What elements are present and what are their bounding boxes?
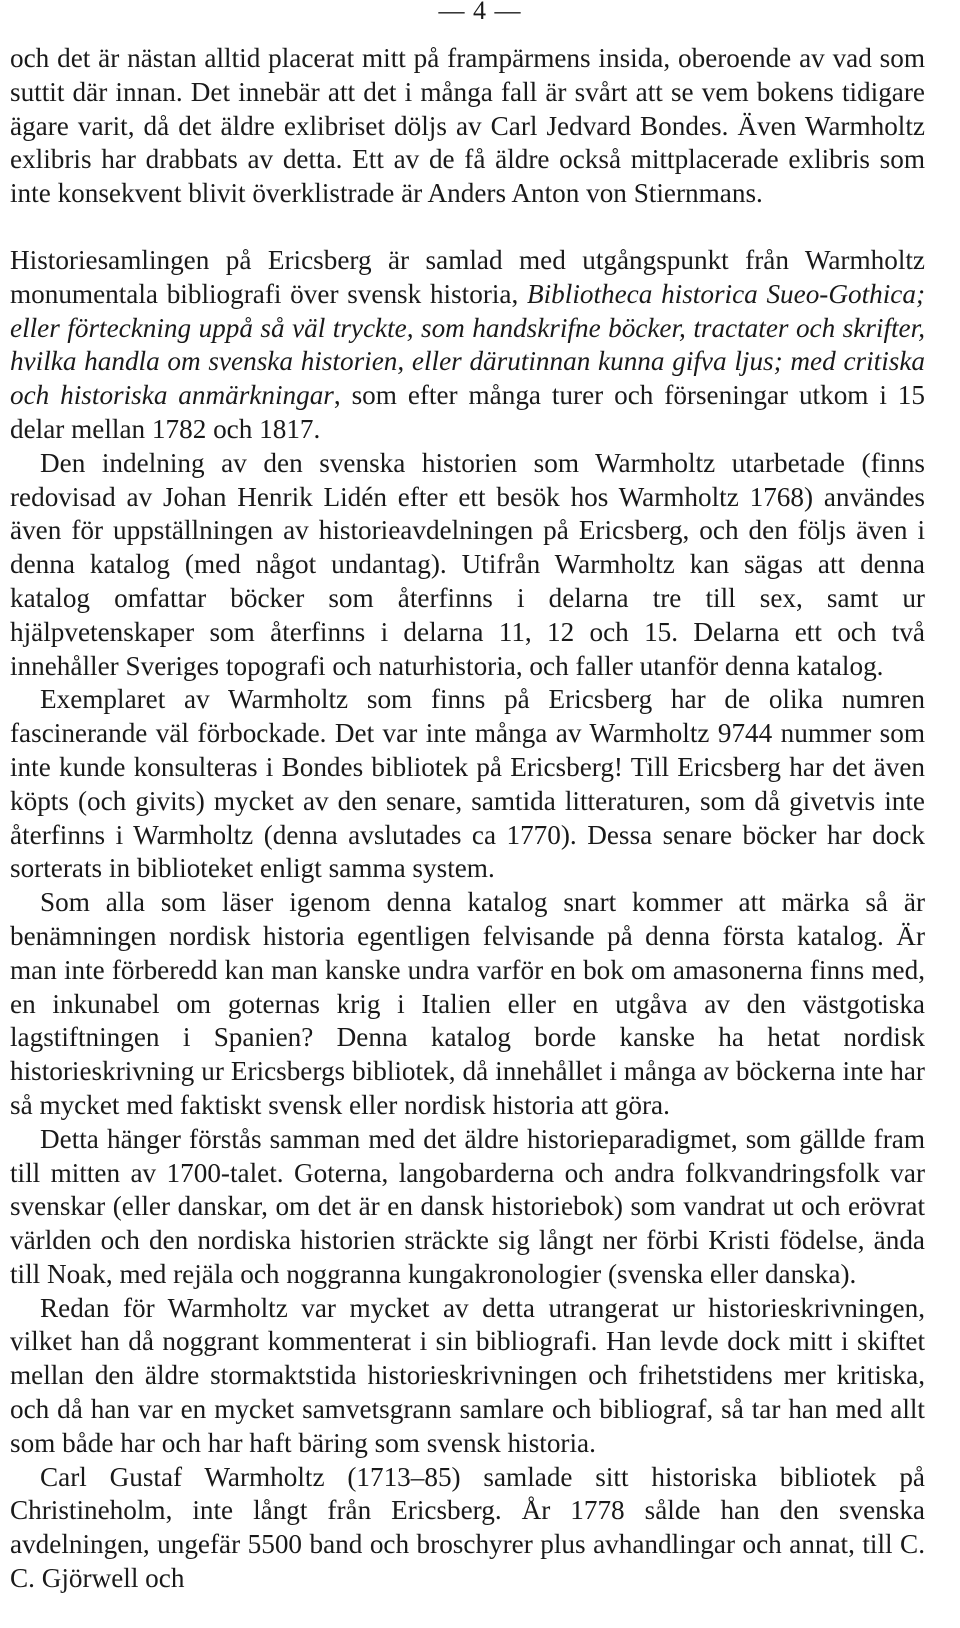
- paragraph-exlibris: och det är nästan alltid placerat mitt på frampärmens insida, oberoende av vad som suttit där innan. Det innebär att det i många fall är svårt att se vem bokens tidigare ägare varit, då det äldre exlibriset döljs av Carl Jedvard Bondes. Även Warmholtz exlibris har drabbats av detta. Ett av de få äldre också mittplacerade exlibris som inte konsekvent blivit överklistrade är Anders Anton von Stiernmans.: [10, 43, 925, 209]
- paragraph-carl-gustaf-warmholtz: Carl Gustaf Warmholtz (1713–85) samlade sitt historiska bibliotek på Christineholm, inte långt från Ericsberg. År 1778 sålde han den svenska avdelningen, ungefär 5500 band och broschyrer plus avhandlingar och annat, till C. C. Gjörwell och: [10, 1461, 925, 1594]
- paragraph-utrangerat: Redan för Warmholtz var mycket av detta utrangerat ur historieskrivningen, vilket han då noggrant kommenterat i sin bibliografi. Han levde dock mitt i skiftet mellan den äldre stormaktstida historieskrivningen och frihetstidens mer kritiska, och då han var en mycket samvetsgrann samlare och bibliograf, så tar han med allt som både har och har haft bäring som svensk historia.: [10, 1292, 925, 1458]
- paragraph-benamningen: Som alla som läser igenom denna katalog snart kommer att märka så är benämningen nordisk historia egentligen felvisande på denna första katalog. Är man inte förberedd kan man kanske undra varför en bok om amasonerna finns med, en inkunabel om goternas krig i Italien eller en utgåva av den västgotiska lagstiftningen i Spanien? Denna katalog borde kanske ha hetat nordisk historieskrivning ur Ericsbergs bibliotek, då innehållet i många av böckerna inte har så mycket med faktiskt svensk eller nordisk historia att göra.: [10, 887, 925, 1120]
- paragraph-historiesamlingen: [10, 244, 925, 447]
- book-title-bibliotheca-historica: Bibliotheca historica Sueo-Gothica; eller förteckning uppå så väl tryckte, som handskrifne böcker, tractater och skrifter, hvilka handla om svenska historien, eller därutinnan kunna gifva ljus; med critiska och historiska anmärkningar: [10, 278, 926, 411]
- paragraph-historiesamlingen-end: , som efter många turer och förseningar utkom i 15 delar mellan 1782 och 1817.: [10, 380, 925, 444]
- paragraph-exemplaret: Exemplaret av Warmholtz som finns på Ericsberg har de olika numren fascinerande väl förbockade. Det var inte många av Warmholtz 9744 nummer som inte kunde konsulteras i Bondes bibliotek på Ericsberg! Till Ericsberg har det även köpts (och givits) mycket av den senare, samtida litteraturen, som då givetvis inte återfinns i Warmholtz (denna avslutades ca 1770). Dessa senare böcker har dock sorterats in biblioteket enligt samma system.: [10, 684, 925, 884]
- body-text: [10, 42, 925, 1596]
- paragraph-historiesamlingen-intro: Historiesamlingen på Ericsberg är samlad med utgångspunkt från Warmholtz monumentala bibliografi över svensk historia,: [10, 244, 925, 309]
- page-number: — 4 —: [438, 0, 522, 25]
- paragraph-indelning: Den indelning av den svenska historien som Warmholtz utarbetade (finns redovisad av Johan Henrik Lidén efter ett besök hos Warmholtz 1768) användes även för uppställningen av historieavdelningen på Ericsberg, och den följs även i denna katalog (med något undantag). Utifrån Warmholtz kan sägas att denna katalog omfattar böcker som återfinns i delarna tre till sex, samt ur hjälpvetenskaper som återfinns i delarna 11, 12 och 15. Delarna ett och två innehåller Sveriges topografi och naturhistoria, och faller utanför denna katalog.: [10, 447, 925, 681]
- paragraph-historieparadigmet: Detta hänger förstås samman med det äldre historieparadigmet, som gällde fram till mitten av 1700-talet. Goterna, langobarderna och andra folkvandringsfolk var svenskar (eller danskar, om det är en dansk historiebok) som vandrat ut och erövrat världen och den nordiska historien sträckte sig långt ner förbi Kristi födelse, ända till Noak, med rejäla och noggranna kungakronologier (svenska eller danska).: [10, 1123, 925, 1289]
